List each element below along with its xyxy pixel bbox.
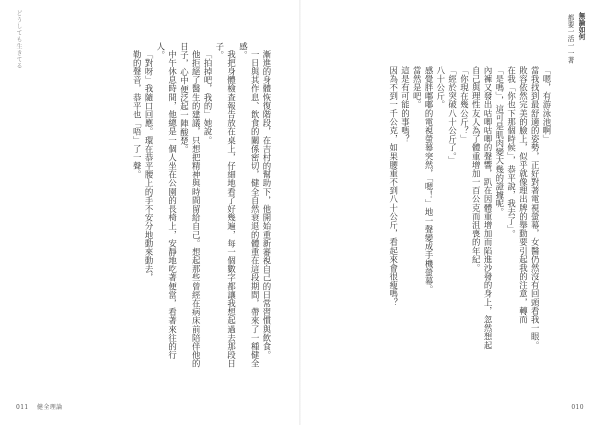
right-body-text (387, 58, 552, 373)
right-paragraph-1: 「嗯，有游泳池啊」 (542, 66, 552, 144)
right-paragraph-3: 敗容依然完美的臉上，似乎就像理出牌的舉動要引起我的注意，轉而 (518, 66, 529, 325)
right-paragraph-13: 這是有可能的事嗎？ (400, 66, 411, 144)
left-paragraph-2: 一日與其作息、飲食的關係密切，健全自然衰退的體重在這段期間，帶來了一種健全感。 (238, 42, 261, 369)
chapter-title: 無論如何 (577, 12, 585, 41)
right-paragraph-5: 「是嗎」，這可是肌肉變大幾的證據呢。 (494, 66, 505, 217)
chapter-header (564, 12, 586, 64)
left-paragraph-1: 漸進的身體恢復階段，在吉村的幫助下，他開始重新審視自己的日常習慣與飲食。 (262, 50, 272, 360)
right-page (300, 0, 600, 425)
book-title: 健全理論 (36, 404, 63, 411)
right-paragraph-8: 「你現在幾公斤？」 (459, 66, 470, 144)
right-paragraph-14: 因為不到一千公克，如果腰重不到八十公斤，看起來會很瘦嗎？ (388, 66, 399, 307)
left-paragraph-4: 「拍掉吧，我的」她說。 (203, 50, 214, 145)
left-folio (16, 402, 63, 411)
right-paragraph-11: 感覺胖嘟嘟的電視螢幕突然，「嗯！」地一聲變成手機螢幕。 (424, 66, 435, 295)
left-paragraph-6: 中午休息時間，他總是一個人坐在公園的長椅上，安靜地吃著便當，看著來往的行人。 (155, 42, 178, 360)
left-paragraph-8: 勒的聲音，恭平也「唔」了一聲。 (132, 50, 143, 180)
right-paragraph-6: 內褲又發出咕唧咕唧的聲響，趴在因體重增加而陷進沙發的身上，忽然想起 (483, 66, 494, 350)
right-paragraph-10: 八十公斤。 (435, 66, 446, 110)
left-paragraph-3: 我把身體檢查報告放在桌上，仔細地看了好幾遍，每一個數字都讓我想起過去那段日子。 (214, 42, 237, 369)
left-paragraph-7: 「對呀」我隨口回應。環在恭平腰上的手不安分地動來動去， (144, 50, 155, 283)
chapter-subtitle: 都要一活一一著 (566, 14, 574, 64)
right-page-number: 010 (571, 404, 584, 411)
right-paragraph-7: 自己與理性友人為了體重增加一百公克而沮喪的年紀。 (471, 66, 482, 273)
right-paragraph-4: 在我「你也下那個時候」，恭平說，我去了」。 (506, 66, 517, 239)
left-body-text (130, 42, 272, 372)
running-head: どうしても生きてる (15, 10, 22, 70)
right-paragraph-12: 當然是吧。 (412, 66, 423, 110)
right-folio (571, 404, 584, 411)
left-paragraph-5: 他拒絕了醫生的建議，只想把精神與時間留給自己。想起那些曾經在病床前陪伴他的日子，心中便泛起一陣酸楚。 (179, 42, 202, 369)
left-page-number: 011 (16, 404, 29, 411)
right-paragraph-9: 「經於突破八十公斤了。」 (447, 66, 458, 166)
right-paragraph-2: 當我找到最舒適的姿勢，正好對著電視螢幕，女醫仍然沒有回頭看我一眼。 (530, 66, 541, 350)
